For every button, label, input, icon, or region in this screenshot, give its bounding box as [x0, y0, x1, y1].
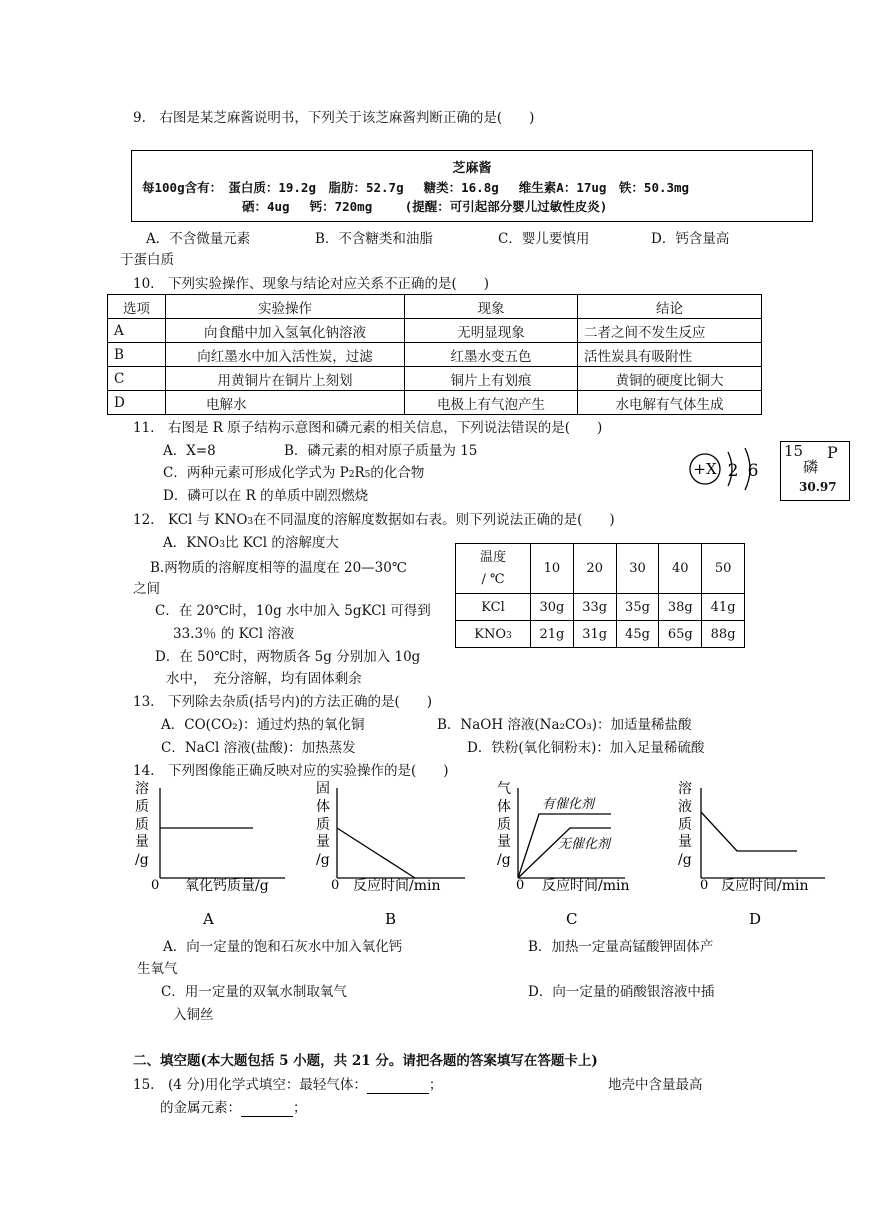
q12-option-c-cont: 33.3％ 的 KCl 溶液 [173, 626, 295, 642]
svg-text:反应时间/min: 反应时间/min [542, 878, 630, 894]
answer-blank-1[interactable] [367, 1077, 429, 1094]
table-cell: 41g [702, 594, 745, 621]
table-row [456, 621, 745, 648]
table-cell: 30g [531, 594, 574, 621]
table-cell: 无明显现象 [405, 319, 578, 343]
table-header-row [108, 295, 762, 319]
q11-option-a: A．X=8 [163, 443, 216, 459]
q11-stem: 11. 右图是 R 原子结构示意图和磷元素的相关信息，下列说法错误的是( ) [133, 420, 603, 436]
table-cell: B [108, 343, 166, 367]
svg-text:溶: 溶 [135, 781, 149, 797]
q9-stem: 9. 右图是某芝麻酱说明书，下列关于该芝麻酱判断正确的是( ) [133, 110, 535, 126]
shell-2-count: 6 [747, 461, 759, 481]
table-cell: 65g [659, 621, 702, 648]
q14-option-a: A．向一定量的饱和石灰水中加入氧化钙 [163, 939, 403, 955]
header-cell: 温度 / ℃ [456, 544, 531, 594]
header-cell: 50 [702, 544, 745, 594]
svg-text:/g: /g [497, 852, 511, 868]
table-cell: 33g [573, 594, 616, 621]
header-cell: 结论 [578, 295, 762, 319]
q13-option-c: C．NaCl 溶液(盐酸)：加热蒸发 [161, 740, 356, 756]
curve-line [337, 828, 415, 878]
svg-text:A: A [203, 910, 214, 928]
graph-a [135, 780, 285, 928]
svg-text:气: 气 [497, 781, 511, 797]
q14-graphs [125, 776, 845, 931]
q15-line-1: 15. (4 分)用化学式填空：最轻气体： ； [133, 1077, 443, 1093]
shell-1-count: 2 [727, 461, 739, 481]
row-label: KCl [456, 594, 531, 621]
svg-text:反应时间/min: 反应时间/min [721, 878, 809, 894]
label-title: 芝麻酱 [452, 161, 492, 176]
svg-text:0: 0 [151, 878, 160, 893]
table-row [108, 367, 762, 391]
graph-b [316, 781, 465, 928]
label-line-2: 硒：4ug 钙：720mg (提醒：可引起部分婴儿过敏性皮炎) [242, 199, 608, 214]
q9-option-c: C．婴儿要慎用 [498, 231, 590, 247]
header-cell: 20 [573, 544, 616, 594]
q12-option-d: D．在 50℃时，两物质各 5g 分别加入 10g [155, 649, 421, 665]
table-cell: 向红墨水中加入活性炭，过滤 [166, 343, 405, 367]
svg-text:/g: /g [135, 852, 149, 868]
header-cell: 30 [616, 544, 659, 594]
q12-stem: 12. KCl 与 KNO3在不同温度的溶解度数据如右表。则下列说法正确的是( ) [133, 512, 615, 528]
header-cell: 选项 [108, 295, 166, 319]
table-cell: C [108, 367, 166, 391]
graph-c [497, 781, 630, 928]
svg-text:质: 质 [135, 799, 149, 815]
svg-text:有催化剂: 有催化剂 [542, 797, 595, 812]
svg-text:D: D [749, 910, 762, 928]
q11-option-d: D．磷可以在 R 的单质中剧烈燃烧 [163, 488, 369, 504]
header-cell: 40 [659, 544, 702, 594]
table-cell: 35g [616, 594, 659, 621]
q9-option-a: A．不含微量元素 [146, 231, 251, 247]
svg-text:质: 质 [316, 817, 330, 833]
svg-text:/g: /g [316, 852, 330, 868]
table-cell: A [108, 319, 166, 343]
svg-text:C: C [566, 910, 578, 928]
svg-text:量: 量 [678, 834, 692, 850]
table-cell: 红墨水变五色 [405, 343, 578, 367]
table-cell: 铜片上有划痕 [405, 367, 578, 391]
svg-text:/g: /g [678, 852, 692, 868]
table-cell: 电解水 [166, 391, 405, 415]
q12-option-a: A．KNO3比 KCl 的溶解度大 [163, 535, 339, 551]
table-cell: 电极上有气泡产生 [405, 391, 578, 415]
element-name: 磷 [803, 458, 819, 476]
svg-text:液: 液 [678, 799, 692, 815]
table-cell: 45g [616, 621, 659, 648]
table-cell: 38g [659, 594, 702, 621]
table-row [108, 319, 762, 343]
q10-stem: 10. 下列实验操作、现象与结论对应关系不正确的是( ) [133, 276, 490, 292]
svg-text:0: 0 [516, 878, 525, 893]
svg-text:B: B [385, 910, 397, 928]
element-symbol: P [827, 443, 838, 462]
q13-stem: 13. 下列除去杂质(括号内)的方法正确的是( ) [133, 694, 433, 710]
element-number: 15 [784, 442, 804, 460]
table-cell: 21g [531, 621, 574, 648]
svg-text:体: 体 [497, 799, 511, 815]
nutrition-label-box [131, 150, 813, 222]
answer-blank-2[interactable] [241, 1100, 293, 1117]
q9-option-d: D．钙含量高 [651, 231, 730, 247]
q14-option-d-cont: 入铜丝 [173, 1007, 214, 1023]
svg-text:固: 固 [316, 781, 330, 797]
table-cell: 向食醋中加入氢氧化钠溶液 [166, 319, 405, 343]
table-cell: 水电解有气体生成 [578, 391, 762, 415]
q12-option-c: C．在 20℃时，10g 水中加入 5gKCl 可得到 [155, 603, 431, 619]
q12-option-d-cont: 水中， 充分溶解，均有固体剩余 [166, 671, 362, 687]
svg-text:溶: 溶 [678, 781, 692, 797]
svg-text:体: 体 [316, 799, 330, 815]
svg-text:无催化剂: 无催化剂 [558, 837, 611, 852]
graph-d [678, 780, 825, 928]
q12-option-b: B.两物质的溶解度相等的温度在 20—30℃ [150, 560, 407, 576]
section-2-title: 二、填空题(本大题包括 5 小题，共 21 分。请把各题的答案填写在答题卡上) [133, 1053, 598, 1069]
q14-option-b-cont: 生氧气 [137, 961, 178, 977]
svg-text:量: 量 [497, 834, 511, 850]
q13-option-d: D．铁粉(氧化铜粉末)：加入足量稀硫酸 [467, 740, 705, 756]
svg-text:反应时间/min: 反应时间/min [353, 878, 441, 894]
table-cell: 黄铜的硬度比铜大 [578, 367, 762, 391]
svg-text:氧化钙质量/g: 氧化钙质量/g [185, 878, 269, 894]
svg-text:质: 质 [135, 817, 149, 833]
row-label: KNO3 [456, 621, 531, 648]
table-cell: 活性炭具有吸附性 [578, 343, 762, 367]
header-cell: 实验操作 [166, 295, 405, 319]
svg-text:质: 质 [678, 817, 692, 833]
table-cell: 31g [573, 621, 616, 648]
table-row [108, 391, 762, 415]
nucleus-label: +X [693, 460, 717, 478]
q14-option-d: D．向一定量的硝酸银溶液中插 [528, 984, 715, 1000]
table-row [108, 343, 762, 367]
table-header-row [456, 544, 745, 594]
table-cell: 二者之间不发生反应 [578, 319, 762, 343]
q13-option-b: B．NaOH 溶液(Na₂CO₃)：加适量稀盐酸 [437, 717, 692, 733]
q9-option-d-cont: 于蛋白质 [120, 252, 174, 268]
q14-option-b: B．加热一定量高锰酸钾固体产 [528, 939, 714, 955]
table-cell: 用黄铜片在铜片上刻划 [166, 367, 405, 391]
svg-text:质: 质 [497, 817, 511, 833]
q13-option-a: A．CO(CO₂)：通过灼热的氧化铜 [161, 717, 365, 733]
table-cell: D [108, 391, 166, 415]
svg-text:量: 量 [135, 834, 149, 850]
svg-text:0: 0 [331, 878, 340, 893]
label-line-1: 每100g含有： 蛋白质：19.2g 脂肪：52.7g 糖类：16.8g 维生素A：17ug 铁：50.3mg [142, 180, 690, 195]
table-cell: 88g [702, 621, 745, 648]
atom-structure-diagram [683, 440, 773, 500]
solubility-table [455, 543, 745, 648]
curve-line [701, 812, 797, 851]
svg-text:量: 量 [316, 834, 330, 850]
q10-table [107, 294, 762, 415]
q15-line-2: 的金属元素： ； [160, 1100, 307, 1116]
q14-stem: 14. 下列图像能正确反映对应的实验操作的是( ) [133, 763, 449, 779]
table-row [456, 594, 745, 621]
q15-line-1b: 地壳中含量最高 [608, 1077, 703, 1093]
header-cell: 10 [531, 544, 574, 594]
q11-option-b: B．磷元素的相对原子质量为 15 [284, 443, 478, 459]
element-card [780, 441, 850, 501]
q12-option-b-cont: 之间 [133, 581, 160, 597]
svg-text:0: 0 [700, 878, 709, 893]
header-cell: 现象 [405, 295, 578, 319]
q11-option-c: C．两种元素可形成化学式为 P2R5的化合物 [163, 465, 425, 481]
q14-option-c: C．用一定量的双氧水制取氧气 [161, 984, 347, 1000]
element-mass: 30.97 [799, 480, 837, 494]
q9-option-b: B．不含糖类和油脂 [315, 231, 433, 247]
